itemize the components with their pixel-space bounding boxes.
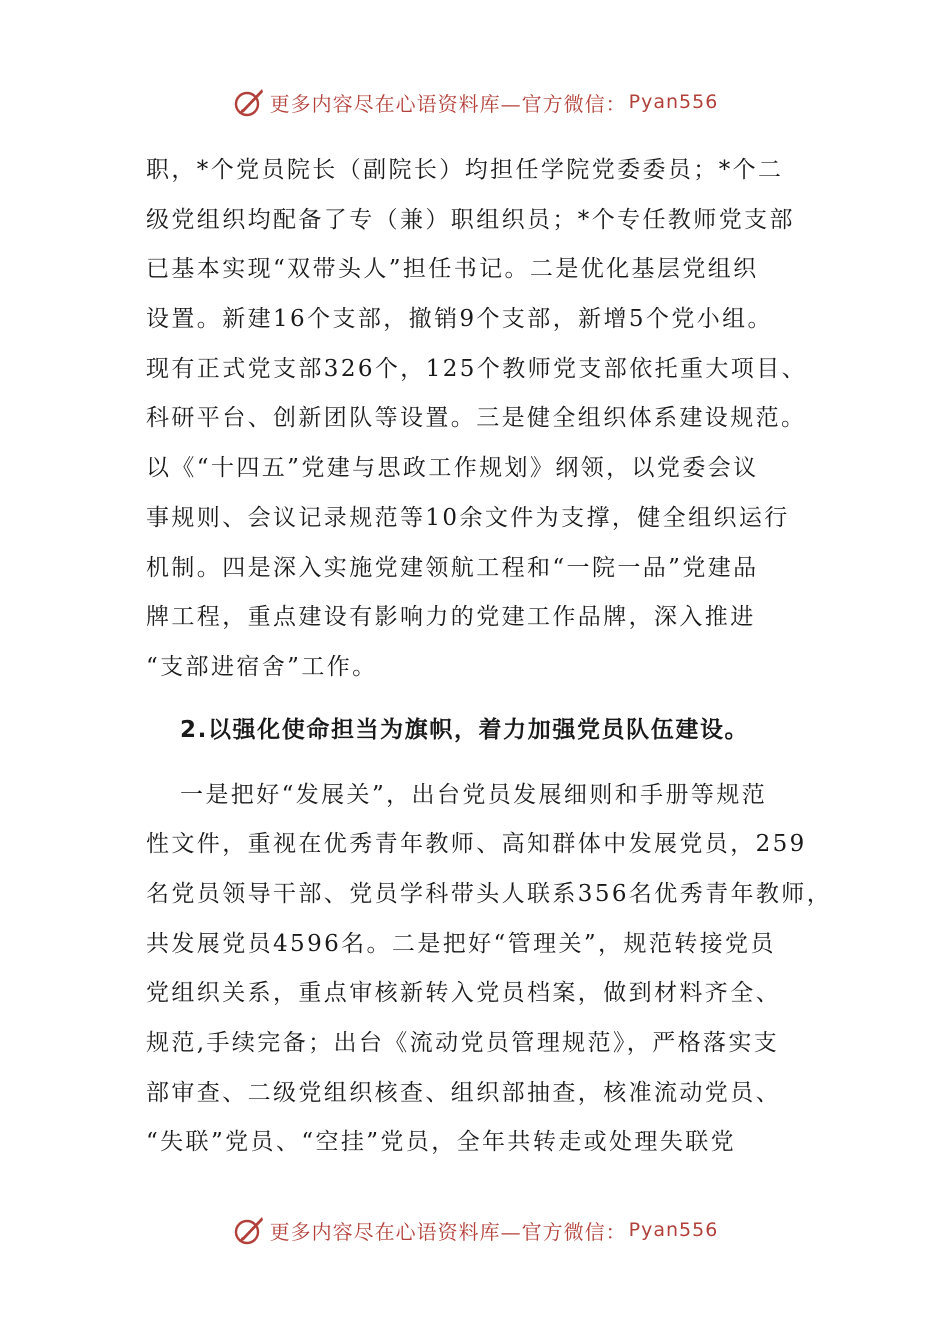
text-line: 现有正式党支部326个，125个教师党支部依托重大项目、: [146, 355, 807, 382]
footer-watermark-banner: [0, 1210, 950, 1250]
text-line: 已基本实现“双带头人”担任书记。二是优化基层党组织: [146, 256, 759, 283]
document-body: [146, 146, 836, 1168]
text-line: 机制。四是深入实施党建领航工程和“一院一品”党建品: [146, 554, 759, 581]
text-line: 性文件，重视在优秀青年教师、高知群体中发展党员，259: [146, 831, 807, 858]
banner-text: 更多内容尽在心语资料库—官方微信：: [269, 91, 627, 116]
quill-pen-icon: [232, 85, 266, 119]
wechat-id: Pyan556: [628, 91, 719, 113]
section-heading: 2.以强化使命担当为旗帜，着力加强党员队伍建设。: [180, 716, 750, 743]
text-line: 级党组织均配备了专（兼）职组织员；*个专任教师党支部: [146, 206, 795, 233]
text-line: 规范,手续完备；出台《流动党员管理规范》，严格落实支: [146, 1030, 780, 1056]
banner-text: 更多内容尽在心语资料库—官方微信：: [269, 1219, 627, 1244]
text-line: 牌工程，重点建设有影响力的党建工作品牌，深入推进: [146, 604, 756, 631]
text-line: “失联”党员、“空挂”党员，全年共转走或处理失联党: [146, 1129, 737, 1156]
text-line: 一是把好“发展关”，出台党员发展细则和手册等规范: [180, 781, 768, 808]
text-line: 部审查、二级党组织核查、组织部抽查，核准流动党员、: [146, 1079, 781, 1106]
text-line: 共发展党员4596名。二是把好“管理关”，规范转接党员: [146, 930, 776, 957]
text-line: 名党员领导干部、党员学科带头人联系356名优秀青年教师，: [146, 880, 833, 907]
quill-pen-icon: [232, 1213, 266, 1247]
text-line: “支部进宿舍”工作。: [146, 653, 378, 680]
text-line: 职，*个党员院长（副院长）均担任学院党委委员；*个二: [146, 157, 784, 183]
header-watermark-banner: [0, 82, 950, 122]
text-line: 设置。新建16个支部，撤销9个支部，新增5个党小组。: [146, 306, 773, 333]
text-line: 以《“十四五”党建与思政工作规划》纲领，以党委会议: [146, 455, 759, 482]
wechat-id: Pyan556: [628, 1219, 719, 1241]
text-line: 事规则、会议记录规范等10余文件为支撑，健全组织运行: [146, 504, 790, 531]
text-line: 科研平台、创新团队等设置。三是健全组织体系建设规范。: [146, 405, 807, 432]
text-line: 党组织关系，重点审核新转入党员档案，做到材料齐全、: [146, 980, 781, 1007]
